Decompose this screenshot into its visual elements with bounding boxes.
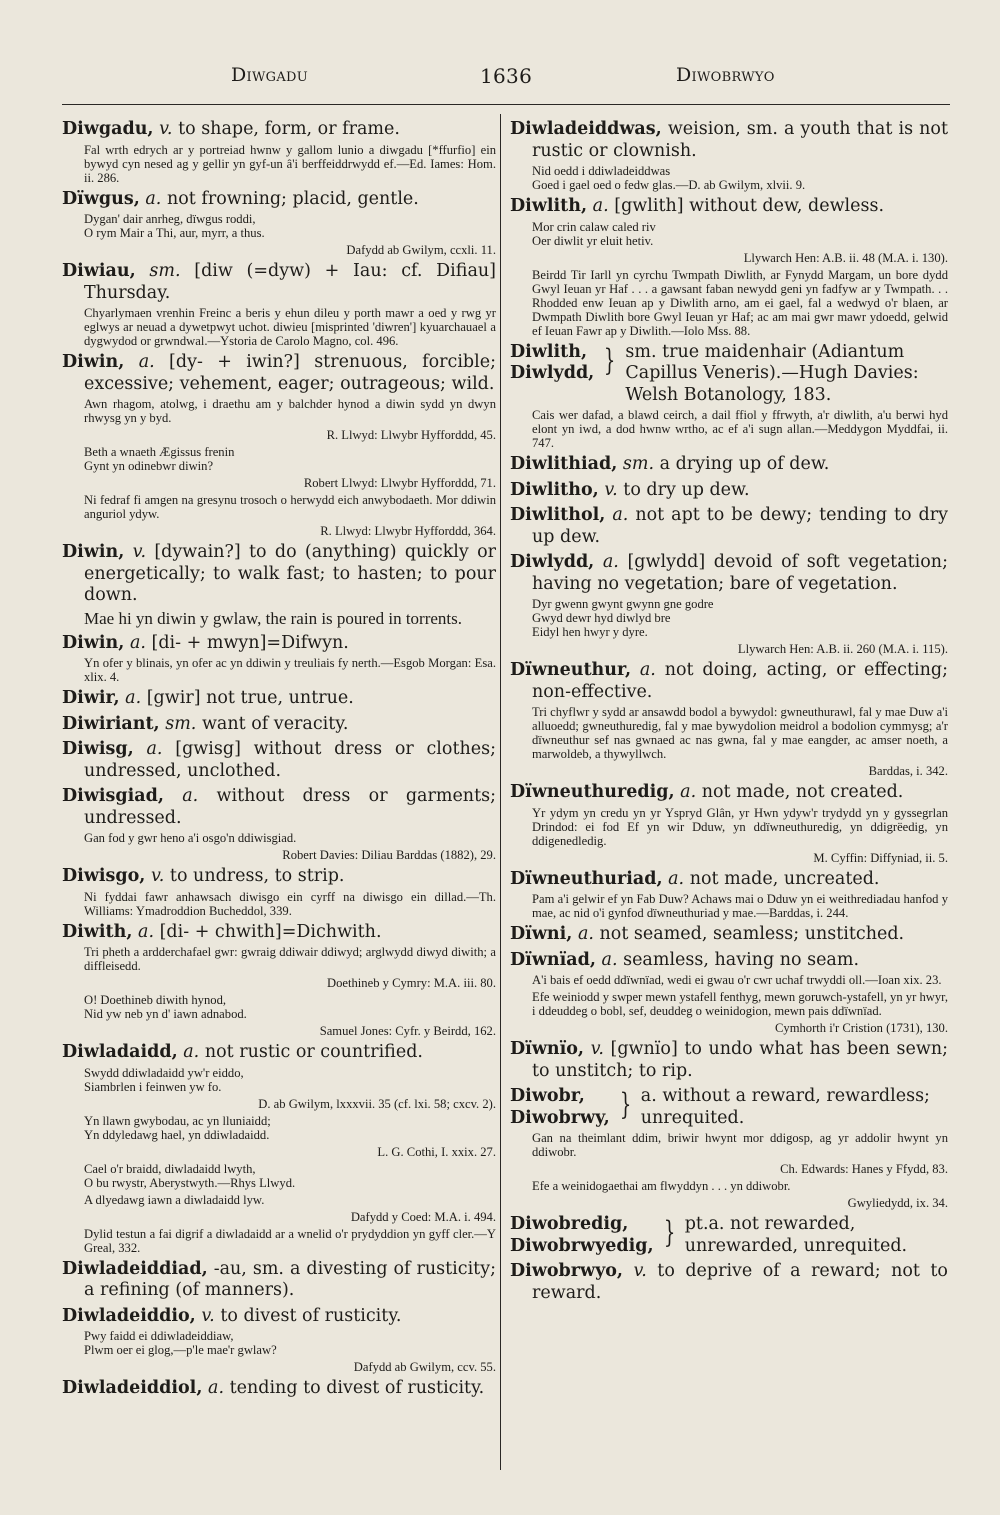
dictionary-entry <box>510 505 948 548</box>
dictionary-entry <box>62 688 496 710</box>
citation-source: Llywarch Hen: A.B. ii. 48 (M.A. i. 130). <box>743 250 948 265</box>
headword: Dïwnïo, <box>510 1039 585 1059</box>
column-divider <box>500 114 501 1470</box>
definition: seamless, having no seam. <box>623 949 860 970</box>
headword: Dïwni, <box>510 924 573 944</box>
header-rule <box>62 104 950 105</box>
dictionary-entry <box>62 542 496 629</box>
entry-head <box>510 505 948 548</box>
quotation <box>62 493 496 521</box>
headword: Diwlith, <box>510 196 588 216</box>
part-of-speech: a. <box>146 739 163 759</box>
citation-source: Llywarch Hen: A.B. ii. 260 (M.A. i. 115). <box>737 642 948 656</box>
quotation-line: Yn ddyledawg hael, yn ddiwladaidd. <box>84 1127 270 1142</box>
definition: [gwlydd] devoid of soft vegetation; having no vegetation; bare of vegetation. <box>532 552 948 594</box>
entry-head <box>62 352 496 395</box>
part-of-speech: a. <box>602 552 619 572</box>
citation-source: Barddas, i. 342. <box>868 764 948 778</box>
definition: -au, sm. a divesting of rusticity; a refining (of manners). <box>84 1258 496 1300</box>
quotation <box>62 143 496 185</box>
quotation <box>62 1227 496 1255</box>
headword: Diwlithol, <box>510 505 606 525</box>
part-of-speech: a. <box>680 782 697 802</box>
part-of-speech: sm. <box>622 454 655 474</box>
part-of-speech: a. <box>612 505 629 525</box>
headword: Diwin, <box>62 542 125 562</box>
quotation-line: Pam a'i gelwir ef yn Fab Duw? Achaws mai o Dduw yn ei weithrediadau hanfod y mae, ac nid o'i gynfod dïwneuthuriad y mae.—Barddas, i. 244. <box>532 892 948 920</box>
quotation <box>62 397 496 425</box>
headword: Diwgadu, <box>62 119 154 139</box>
page-number: 1636 <box>480 64 533 88</box>
headword: Diwobrwy, <box>510 1107 610 1128</box>
quotation-line: Tri chyflwr y sydd ar ansawdd bodol a bywydol: gwneuthurawl, fal y mae Duw a'i alluoedd; gwneuthuredig, fal y mae bywydolion meidrol a bodolion cymmysg; a'r dïwneuthur sef nas gwnaed ac nas gwna, fal y mae eangder, ac amser noeth, a marwoldeb, a thywyllwch. <box>532 705 948 761</box>
headword: Diwith, <box>62 921 133 942</box>
quotation-line: Gan na theimlant ddim, briwir hwynt mor ddigosp, ag yr addolir hwynt yn ddiwobr. <box>532 1131 948 1159</box>
entry-head <box>62 714 496 736</box>
left-column <box>62 119 496 1404</box>
quotation <box>510 268 948 338</box>
entry-head-pair <box>510 1214 948 1257</box>
quotation <box>62 1193 496 1207</box>
quotation <box>510 973 948 987</box>
quotation-line: A'i bais ef oedd ddïwnïad, wedi ei gwau o'r cwr uchaf trwyddi oll.—Ioan xix. 23. <box>532 973 942 987</box>
citation-source: Gwyliedydd, ix. 34. <box>847 1196 948 1210</box>
definition: [gwir] not true, untrue. <box>146 688 354 708</box>
headword: Diwobredig, <box>510 1214 629 1234</box>
quotation-line: Dygan' dair anrheg, dïwgus roddi, <box>84 212 256 226</box>
part-of-speech: a. <box>639 660 656 680</box>
headword: Diwin, <box>62 352 125 372</box>
definition: weision, sm. a youth that is not rustic or clownish. <box>532 119 948 161</box>
quotation-line: Siambrlen i feinwen yw fo. <box>84 1079 222 1094</box>
headword: Diwisgo, <box>62 866 146 886</box>
quotation-line: Oer diwlit yr eluit hetiv. <box>532 233 654 248</box>
headword: Diwiau, <box>62 261 136 281</box>
quotation <box>510 164 948 192</box>
definition: [di- + chwith]=Dichwith. <box>159 921 382 942</box>
part-of-speech: a. <box>208 1378 225 1398</box>
quotation <box>510 892 948 920</box>
dictionary-entry <box>510 869 948 921</box>
part-of-speech: v. <box>159 119 173 139</box>
headword: Dïwgus, <box>62 188 140 209</box>
entry-head <box>62 189 496 211</box>
quotation <box>62 890 496 918</box>
quotation <box>510 990 948 1018</box>
dictionary-entry <box>62 633 496 685</box>
header-left-guide-word: Diwgadu <box>231 64 308 86</box>
definition: tending to divest of rusticity. <box>229 1378 485 1398</box>
quotation-line: Cael o'r braidd, diwladaidd lwyth, <box>84 1161 256 1176</box>
quotation <box>62 212 496 240</box>
entry-head <box>62 119 496 141</box>
quotation-line: Eidyl hen hwyr y dyre. <box>532 625 648 639</box>
definition: not made, not created. <box>701 782 904 802</box>
dictionary-entry <box>62 786 496 862</box>
part-of-speech: a. <box>183 1042 200 1062</box>
quotation-line: Beirdd Tir Iarll yn cyrchu Twmpath Diwlith, ar Fynydd Margam, un bore dydd Gwyl Ieuan yr Haf . . . a gawsant faban newydd geni yn fadfyw ar y Twmpath. . . Rhodded enw Ieuan ap y Diwlith arno, am ei gael, fal a wedwyd o'r blaen, ar Dwmpath Diwlith bore Gwyl Ieuan yr Haf; ac am mai gwr mawr ydoedd, gelwid ef Ieuan Fawr ap y Diwlith.—Iolo Mss. 88. <box>532 267 948 338</box>
headword: Diwladeiddiol, <box>62 1378 203 1398</box>
entry-head <box>510 1039 948 1082</box>
entry-head <box>510 1261 948 1304</box>
quotation-line: Yr ydym yn credu yn yr Yspryd Glân, yr Hwn ydyw'r trydydd yn y gyssegrlan Drindod: ei fod Ef yn wir Dduw, yn ddïwneuthuredig, yn ddigrëedig, yn ddigenedledig. <box>532 805 948 848</box>
definition: to shape, form, or frame. <box>178 119 400 139</box>
dictionary-entry <box>62 1306 496 1375</box>
quotation <box>510 597 948 639</box>
part-of-speech: a. <box>668 868 685 889</box>
part-of-speech: a. <box>601 949 618 970</box>
quotation-line: O rym Mair a Thi, aur, myrr, a thus. <box>84 226 265 240</box>
quotation-line: Yn ofer y blinais, yn ofer ac yn ddiwin y treuliais fy nerth.—Esgob Morgan: Esa. xlix. 4. <box>84 656 496 684</box>
dictionary-entry <box>62 1259 496 1302</box>
dictionary-entry <box>62 1042 496 1255</box>
dictionary-entry <box>62 922 496 1039</box>
citation-source: Dafydd ab Gwilym, ccv. 55. <box>353 1360 496 1374</box>
headword-group <box>510 1214 654 1257</box>
definition: without dress or garments; undressed. <box>84 786 496 828</box>
entry-head <box>510 782 948 804</box>
entry-head <box>510 660 948 703</box>
brace: } <box>619 1087 631 1122</box>
entry-head <box>62 261 496 304</box>
definition: [gwlith] without dew, dewless. <box>614 196 885 216</box>
dictionary-entry <box>62 739 496 782</box>
part-of-speech: v. <box>633 1261 647 1281</box>
dictionary-entry <box>510 950 948 1036</box>
part-of-speech: a. <box>577 924 594 944</box>
citation-source: D. ab Gwilym, lxxxvii. 35 (cf. lxi. 58; cxcv. 2). <box>258 1096 496 1111</box>
quotation-line: Dylid testun a fai digrif a diwladaidd ar a wnelid o'r prydyddion yn gyff cler.—Y Greal, 332. <box>84 1226 496 1255</box>
part-of-speech: v. <box>150 866 165 886</box>
dictionary-entry <box>62 352 496 538</box>
headword: Diwladeiddio, <box>62 1305 196 1326</box>
entry-head <box>510 454 948 476</box>
part-of-speech: v. <box>604 479 618 500</box>
quotation <box>62 1114 496 1142</box>
quotation-line: Nid yw neb yn d' iawn adnabod. <box>84 1007 247 1021</box>
entry-head-pair <box>510 1086 948 1129</box>
entry-head <box>62 688 496 710</box>
usage-example: Mae hi yn diwin y gwlaw, the rain is poured in torrents. <box>84 608 463 628</box>
entry-head <box>510 196 948 218</box>
headword: Diwisg, <box>62 739 134 759</box>
quotation-line: Mor crin calaw caled riv <box>532 219 656 234</box>
definition: to undress, to strip. <box>169 866 345 886</box>
quotation-line: Efe a weinidogaethai am flwyddyn . . . yn ddiwobr. <box>532 1179 791 1193</box>
quotation-line: Chyarlymaen vrenhin Freinc a beris y ehun dileu y porth mawr a oed y rwg yr eglwys ar neuad a dywetpwyt uchot. diwieu [misprinted 'diwren'] kyuarchauael a dygwydod or grwndwal.—Ystoria de Carolo Magno, col. 496. <box>84 306 496 348</box>
headword: Diwobrwyedig, <box>510 1235 654 1256</box>
quotation <box>62 656 496 684</box>
definition: not made, uncreated. <box>689 868 880 889</box>
definition: [dywain?] to do (anything) quickly or energetically; to walk fast; to hasten; to pour down. <box>84 542 496 605</box>
quotation <box>62 306 496 348</box>
dictionary-entry <box>510 660 948 778</box>
dictionary-entry <box>510 1086 948 1210</box>
brace: } <box>663 1215 675 1250</box>
headword: Diwlith, <box>510 341 588 362</box>
quotation-line: Gan fod y gwr heno a'i osgo'n ddiwisgiad. <box>84 831 297 845</box>
citation-source: Ch. Edwards: Hanes y Ffydd, 83. <box>780 1162 948 1176</box>
definition: want of veracity. <box>201 713 349 734</box>
definition: a drying up of dew. <box>659 454 830 474</box>
dictionary-entry <box>510 552 948 656</box>
dictionary-entry <box>510 924 948 946</box>
entry-head <box>62 1306 496 1328</box>
quotation-line: Awn rhagom, atolwg, i draethu am y balchder hynod a diwin sydd yn dwyn rhwysg yn y byd. <box>84 397 496 425</box>
definition: [gwisg] without dress or clothes; undressed, unclothed. <box>84 739 496 781</box>
headword: Diwlitho, <box>510 479 599 500</box>
entry-head <box>510 480 948 502</box>
definition: not seamed, seamless; unstitched. <box>599 924 905 944</box>
quotation-line: Tri pheth a ardderchafael gwr: gwraig ddiwair ddiwyd; arglwydd diwyd diwith; a diffleisedd. <box>84 945 496 973</box>
quotation-line: Yn llawn gwybodau, ac yn lluniaidd; <box>84 1113 271 1128</box>
brace: } <box>604 342 616 378</box>
citation-source: Dafydd y Coed: M.A. i. 494. <box>350 1209 496 1224</box>
quotation-line: Cais wer dafad, a blawd ceirch, a dail ffiol y ffrwyth, a'r diwlith, a'u berwi hyd elont yn iwd, a dod hwnw wrtho, ac ef a'i sugn allan.—Meddygon Myddfai, ii. 747. <box>532 408 948 450</box>
running-header <box>62 64 950 100</box>
citation-source: M. Cyffin: Diffyniad, ii. 5. <box>813 850 948 865</box>
definition: [dy- + iwin?] strenuous, forcible; excessive; vehement, eager; outrageous; wild. <box>84 352 496 394</box>
entry-head <box>62 1259 496 1302</box>
header-right-guide-word: Diwobrwyo <box>676 64 775 86</box>
citation-source: R. Llwyd: Llwybr Hyfforddd, 45. <box>326 428 496 442</box>
entry-head-pair <box>510 342 948 407</box>
dictionary-entry <box>62 119 496 185</box>
entry-head <box>62 866 496 888</box>
entry-head <box>510 924 948 946</box>
citation-source: Robert Davies: Diliau Barddas (1882), 29. <box>282 848 496 862</box>
dictionary-entry <box>62 189 496 258</box>
quotation <box>62 445 496 473</box>
dictionary-entry <box>510 480 948 502</box>
headword-group <box>510 342 594 407</box>
citation-source: Cymhorth i'r Cristion (1731), 130. <box>775 1021 948 1035</box>
dictionary-entry <box>510 1214 948 1257</box>
headword: Diwladaidd, <box>62 1042 178 1062</box>
definition: [di- + mwyn]=Difwyn. <box>151 632 349 653</box>
quotation-line: Beth a wnaeth Ægissus frenin <box>84 445 235 459</box>
headword: Diwobrwyo, <box>510 1261 624 1281</box>
part-of-speech: a. <box>592 196 609 216</box>
quotation-line: Swydd ddiwladaidd yw'r eiddo, <box>84 1065 244 1080</box>
entry-head <box>62 786 496 829</box>
quotation-line: Pwy faidd ei ddiwladeiddiaw, <box>84 1329 234 1343</box>
headword: Diwisgiad, <box>62 786 164 806</box>
entry-head <box>510 552 948 595</box>
quotation-line: Goed i gael oed o fedw glas.—D. ab Gwilym, xlvii. 9. <box>532 178 806 192</box>
definition: to divest of rusticity. <box>220 1305 402 1326</box>
dictionary-entry <box>510 342 948 451</box>
headword: Dïwneuthuriad, <box>510 868 663 889</box>
part-of-speech: v. <box>590 1039 604 1059</box>
quotation <box>510 1179 948 1193</box>
headword: Dïwnïad, <box>510 949 596 970</box>
part-of-speech: a. <box>125 688 142 708</box>
dictionary-entry <box>510 196 948 338</box>
quotation-line: A dlyedawg iawn a diwladaidd lyw. <box>84 1192 265 1207</box>
dictionary-entry <box>510 119 948 192</box>
quotation <box>510 806 948 848</box>
quotation-line: Efe weiniodd y swper mewn ystafell fenthyg, mewn goruwch-ystafell, yn yr hwyr, i ddeuddeg o bobl, sef, deuddeg o weinidogion, mewn pais ddïwnïad. <box>532 990 948 1018</box>
dictionary-entry <box>510 782 948 865</box>
headword: Diwladeiddiad, <box>62 1258 208 1279</box>
definition: to deprive of a reward; not to reward. <box>532 1261 948 1303</box>
dictionary-entry <box>510 1039 948 1082</box>
headword: Diwlithiad, <box>510 454 618 474</box>
definition: a. without a reward, rewardless; unrequited. <box>640 1086 930 1128</box>
entry-head <box>510 119 948 162</box>
quotation-line: Ni fyddai fawr anhawsach diwisgo ein cyrff na diwisgo ein dillad.—Th. Williams: Ymadroddion Bucheddol, 339. <box>84 889 496 918</box>
headword: Dïwneuthur, <box>510 660 632 680</box>
headword: Diwin, <box>62 632 125 653</box>
definition: pt.a. not rewarded, unrewarded, unrequited. <box>684 1214 908 1256</box>
quotation-line: Ni fedraf fi amgen na gresynu trosoch o herwydd eich anwybodaeth. Mor ddiwin anguriol ydyw. <box>84 493 496 521</box>
quotation-line: Gwyd dewr hyd diwlyd bre <box>532 611 671 625</box>
entry-head <box>62 1378 496 1400</box>
citation-source: Samuel Jones: Cyfr. y Beirdd, 162. <box>319 1024 496 1038</box>
quotation <box>510 220 948 248</box>
quotation <box>510 705 948 761</box>
dictionary-entry <box>510 454 948 476</box>
entry-head <box>62 922 496 944</box>
definition: not apt to be dewy; tending to dry up dew. <box>532 505 948 547</box>
entry-head <box>62 542 496 607</box>
headword: Diwladeiddwas, <box>510 119 662 139</box>
citation-source: Robert Llwyd: Llwybr Hyfforddd, 71. <box>303 476 496 490</box>
entry-head <box>62 1042 496 1064</box>
dictionary-entry <box>62 1378 496 1400</box>
headword: Diwobr, <box>510 1086 585 1106</box>
headword: Diwlydd, <box>510 552 595 572</box>
headword: Diwlydd, <box>510 363 595 383</box>
part-of-speech: a. <box>138 352 155 372</box>
dictionary-entry <box>62 866 496 918</box>
definition: not doing, acting, or effecting; non-effective. <box>532 660 948 702</box>
entry-head <box>510 869 948 891</box>
headword-group <box>510 1086 610 1129</box>
quotation-line: Gynt yn odinebwr diwin? <box>84 459 214 473</box>
headword: Diwir, <box>62 688 120 708</box>
definition: [gwnïo] to undo what has been sewn; to unstitch; to rip. <box>532 1039 948 1081</box>
quotation-line: Plwm oer ei glog,—p'le mae'r gwlaw? <box>84 1343 277 1357</box>
quotation <box>62 993 496 1021</box>
citation-source: Doethineb y Cymry: M.A. iii. 80. <box>327 976 496 990</box>
part-of-speech: a. <box>182 786 199 806</box>
citation-source: R. Llwyd: Llwybr Hyfforddd, 364. <box>320 524 496 538</box>
entry-head <box>510 950 948 972</box>
dictionary-entry <box>62 261 496 348</box>
quotation-line: O bu rwystr, Aberystwyth.—Rhys Llwyd. <box>84 1175 296 1190</box>
headword: Diwiriant, <box>62 713 160 734</box>
definition: not rustic or countrified. <box>204 1042 423 1062</box>
quotation <box>510 408 948 450</box>
part-of-speech: a. <box>129 632 146 653</box>
quotation-line: Nid oedd i ddiwladeiddwas <box>532 164 671 178</box>
citation-source: L. G. Cothi, I. xxix. 27. <box>377 1144 496 1159</box>
part-of-speech: sm. <box>149 261 181 281</box>
part-of-speech: a. <box>145 188 162 209</box>
part-of-speech: sm. <box>165 713 197 734</box>
quotation <box>62 1329 496 1357</box>
entry-head <box>62 739 496 782</box>
quotation <box>510 1131 948 1159</box>
quotation <box>62 1162 496 1190</box>
dictionary-entry <box>510 1261 948 1304</box>
part-of-speech: a. <box>138 921 155 942</box>
headword: Dïwneuthuredig, <box>510 782 675 802</box>
quotation-line: O! Doethineb diwith hynod, <box>84 993 227 1007</box>
quotation-line: Dyr gwenn gwynt gwynn gne godre <box>532 597 714 611</box>
definition: to dry up dew. <box>623 479 750 500</box>
entry-head <box>62 633 496 655</box>
quotation <box>62 945 496 973</box>
quotation-line: Fal wrth edrych ar y portreiad hwnw y gallom lunio a diwgadu [*ffurfio] ein bywyd cyn nesed ag y gellir yn gyf-un â'i berffeiddrwydd ef.—Ed. Iames: Hom. ii. 286. <box>84 142 496 185</box>
quotation <box>62 1066 496 1094</box>
part-of-speech: v. <box>201 1305 215 1326</box>
definition: not frowning; placid, gentle. <box>166 188 419 209</box>
right-column <box>510 119 948 1308</box>
definition: sm. true maidenhair (Adiantum Capillus Veneris).—Hugh Davies: Welsh Botanology, 183. <box>625 341 919 405</box>
dictionary-entry <box>62 714 496 736</box>
definition: [diw (=dyw) + Iau: cf. Difiau] Thursday. <box>84 261 496 303</box>
quotation <box>62 831 496 845</box>
citation-source: Dafydd ab Gwilym, ccxli. 11. <box>346 243 496 257</box>
part-of-speech: v. <box>132 542 147 562</box>
